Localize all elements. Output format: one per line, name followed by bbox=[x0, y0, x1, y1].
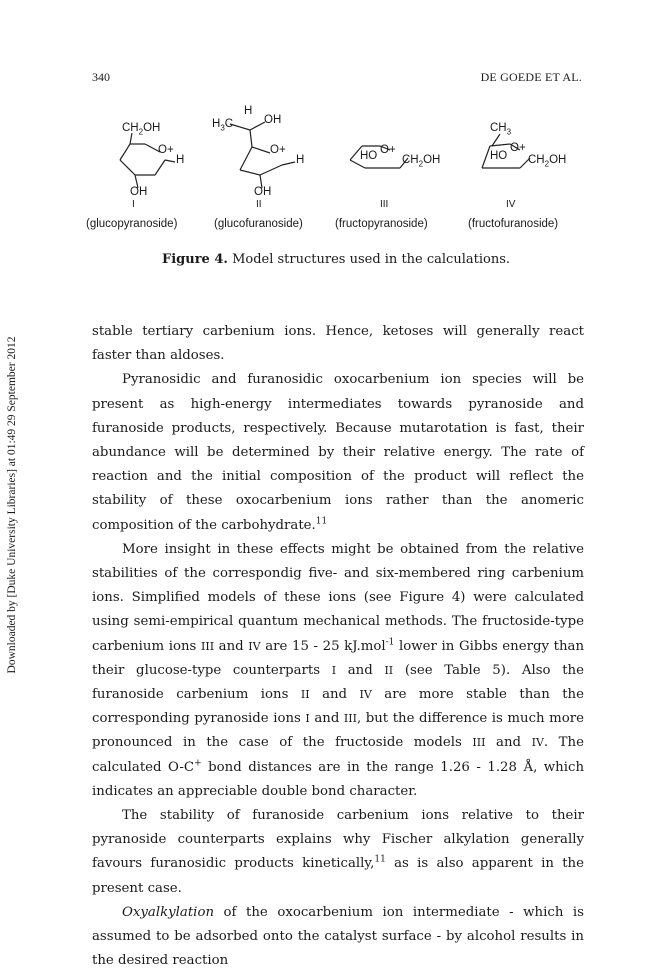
numeral-i: I bbox=[331, 663, 337, 677]
structure-ii-numeral: II bbox=[256, 199, 262, 210]
structure-i-name: (glucopyranoside) bbox=[86, 218, 178, 230]
p3-and: and bbox=[214, 638, 249, 654]
structure-iv-numeral: IV bbox=[506, 199, 516, 210]
structure-iv-name: (fructofuranoside) bbox=[468, 218, 559, 230]
structure-i-ch2oh: $CH_2OH$ bbox=[122, 122, 161, 137]
p5-segment-rest: of the oxocarbenium ion intermediate - which is assumed to be adsorbed onto the catalyst surface - by alcohol results in the desired reaction bbox=[92, 904, 584, 969]
structure-iv-ho: HO bbox=[490, 150, 508, 162]
oxyalkylation-term: Oxyalkylation bbox=[122, 904, 215, 920]
structure-ii-h: H bbox=[244, 105, 253, 117]
structure-ii-oh: OH bbox=[254, 186, 272, 198]
structure-i-h: H bbox=[176, 154, 185, 166]
p3-segment-c: lower in Gibbs energy than their glucose-type counterparts bbox=[92, 638, 585, 678]
reference-11: 11 bbox=[315, 516, 328, 527]
paragraph-2-text: Pyranosidic and furanosidic oxocarbenium ion species will be present as high-energy intermediates towards pyranoside and furanoside products, respectively. Because mutarotation is fast, their abundance will be determined by their relative energy. The rate of reaction and the initial composition of the product will reflect the stability of these oxocarbenium ions rather than the anomeric composition of the carbohydrate. bbox=[92, 372, 584, 533]
p3-and: and bbox=[309, 711, 344, 727]
unit-exponent: -1 bbox=[385, 637, 395, 648]
p3-segment-a: More insight in these effects might be obtained from the relative stabilities of the correspondig five- and six-membered ring carbenium ions. Simplified models of these ions (see Figure 4) were calculated using semi-empirical quantum mechanical methods. The fructoside-type carbenium ions bbox=[92, 541, 584, 654]
numeral-ii: II bbox=[384, 663, 394, 677]
figure-4 bbox=[86, 100, 590, 240]
structure-i-ring bbox=[120, 133, 175, 188]
caption-label: Figure 4. bbox=[162, 252, 228, 267]
paragraph-5 bbox=[92, 901, 584, 973]
download-notice-text: Downloaded by [Duke University Libraries] at 01:49 29 September 2012 bbox=[6, 336, 18, 674]
numeral-iv: IV bbox=[359, 688, 372, 702]
p4-segment-a: The stability of furanoside carbenium ions relative to their pyranoside counterparts explains why Fischer alkylation generally favours furanosidic products kinetically, bbox=[92, 808, 584, 872]
running-title: DE GOEDE ET AL. bbox=[480, 70, 582, 84]
structure-iv-ch2oh: $CH_2OH$ bbox=[528, 154, 567, 169]
structure-ii-oh-top: OH bbox=[264, 114, 282, 126]
structure-ii-h-right: H bbox=[296, 154, 305, 166]
numeral-i: I bbox=[305, 712, 310, 726]
body-text bbox=[92, 320, 584, 973]
structure-i-numeral: I bbox=[132, 199, 135, 210]
structure-ii-h3c: $H_3C$ bbox=[212, 118, 234, 133]
caption-text: Model structures used in the calculations. bbox=[227, 252, 510, 267]
structure-i-oh: OH bbox=[130, 186, 148, 198]
structure-ii-name: (glucofuranoside) bbox=[214, 218, 303, 230]
structure-iv-o-plus: O+ bbox=[510, 142, 526, 154]
numeral-iii: III bbox=[343, 712, 357, 726]
numeral-iii: III bbox=[201, 639, 215, 653]
p3-segment-h: bond distances are in the range 1.26 - 1.28 Å, which indicates an appreciable double bond character. bbox=[92, 759, 585, 799]
charge-superscript: + bbox=[194, 758, 202, 769]
p3-segment-d: (see Table 5). Also the furanoside carbenium ions bbox=[92, 662, 584, 703]
download-notice bbox=[4, 290, 20, 720]
structure-iii-ho: HO bbox=[360, 150, 378, 162]
paragraph-2 bbox=[92, 368, 584, 537]
p3-segment-e: are more stable than the corresponding pyranoside ions bbox=[92, 687, 584, 727]
figure-caption bbox=[0, 252, 672, 267]
paragraph-3 bbox=[92, 538, 584, 804]
structure-iii-ring bbox=[350, 146, 408, 168]
p3-segment-f: , but the difference is much more pronounced in the case of the fructoside models bbox=[92, 711, 584, 751]
numeral-iv: IV bbox=[248, 639, 261, 653]
p4-segment-b: as is also apparent in the present case. bbox=[92, 856, 584, 896]
p3-segment-g: . The calculated O-C bbox=[92, 735, 584, 775]
structure-i-o-plus: O+ bbox=[158, 144, 174, 156]
numeral-ii: II bbox=[300, 688, 310, 702]
structure-iii-name: (fructopyranoside) bbox=[335, 218, 428, 230]
p3-segment-b: are 15 - 25 kJ.mol bbox=[260, 638, 386, 654]
numeral-iii: III bbox=[472, 736, 486, 750]
structure-iii-numeral: III bbox=[380, 199, 389, 210]
structure-iii-o-plus: O+ bbox=[380, 144, 396, 156]
p3-and: and bbox=[336, 662, 385, 678]
numeral-iv: IV bbox=[531, 736, 544, 750]
paragraph-4 bbox=[92, 804, 584, 901]
page-number: 340 bbox=[92, 70, 110, 84]
structure-iv-ch3: $CH_3$ bbox=[490, 122, 512, 137]
reference-11: 11 bbox=[374, 855, 386, 866]
p3-and: and bbox=[485, 735, 532, 751]
structure-iii-ch2oh: $CH_2OH$ bbox=[402, 154, 441, 169]
paragraph-1: stable tertiary carbenium ions. Hence, ketoses will generally react faster than aldoses. bbox=[92, 324, 584, 364]
structure-ii-o-plus: O+ bbox=[270, 144, 286, 156]
p3-and: and bbox=[309, 687, 360, 703]
